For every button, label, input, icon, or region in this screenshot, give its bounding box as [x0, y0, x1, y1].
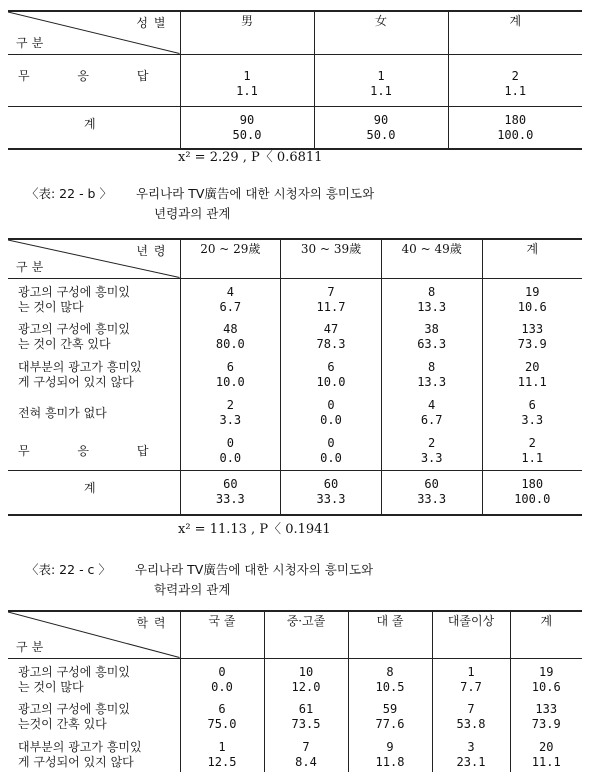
- table-row: [8, 658, 582, 696]
- row-label: 대부분의 광고가 흥미있 게 구성되어 있지 않다: [18, 360, 142, 389]
- table-a: [8, 10, 582, 150]
- data-cell: 90 50.0: [314, 106, 448, 148]
- data-cell: 3 23.1: [432, 734, 510, 772]
- table-row: [8, 54, 582, 106]
- row-label: 전혀 흥미가 없다: [18, 406, 107, 420]
- data-cell: 7 11.7: [281, 278, 382, 316]
- data-cell: 59 77.6: [348, 696, 432, 734]
- data-cell: 19 10.6: [482, 278, 582, 316]
- total-row: [8, 470, 582, 514]
- caption-title-line1: 우리나라 TV廣告에 대한 시청자의 흥미도와: [135, 186, 375, 201]
- column-header: 20 ~ 29歲: [180, 240, 281, 278]
- data-cell: 0 0.0: [180, 430, 281, 470]
- table-a-grid: [8, 12, 582, 148]
- data-cell: 1 1.1: [314, 54, 448, 106]
- column-header: 계: [448, 12, 582, 54]
- data-cell: 38 63.3: [381, 316, 482, 354]
- data-cell: 61 73.5: [264, 696, 348, 734]
- column-header: 국 졸: [180, 612, 264, 658]
- row-label: 무 응 답: [18, 444, 171, 458]
- data-cell: 0 0.0: [180, 658, 264, 696]
- data-cell: 133 73.9: [510, 696, 582, 734]
- caption-label: 〈表: 22 - b 〉: [26, 186, 112, 201]
- data-cell: 1 1.1: [180, 54, 314, 106]
- corner-bottom-label: 구분: [16, 35, 48, 50]
- data-cell: 0 0.0: [281, 430, 382, 470]
- row-label: 대부분의 광고가 흥미있 게 구성되어 있지 않다: [18, 740, 142, 769]
- data-cell: 6 3.3: [482, 392, 582, 430]
- corner-bottom-label: 구분: [16, 639, 48, 654]
- data-cell: 20 11.1: [482, 354, 582, 392]
- data-cell: 60 33.3: [180, 470, 281, 514]
- column-header: 대 졸: [348, 612, 432, 658]
- column-header: 계: [482, 240, 582, 278]
- data-cell: 8 13.3: [381, 278, 482, 316]
- data-cell: 1 7.7: [432, 658, 510, 696]
- table-b: [8, 238, 582, 516]
- data-cell: 60 33.3: [381, 470, 482, 514]
- data-cell: 4 6.7: [180, 278, 281, 316]
- table-row: [8, 354, 582, 392]
- column-header: 계: [510, 612, 582, 658]
- data-cell: 7 8.4: [264, 734, 348, 772]
- data-cell: 180 100.0: [482, 470, 582, 514]
- caption-title-line2: 학력과의 관계: [154, 582, 231, 597]
- data-cell: 2 3.3: [381, 430, 482, 470]
- data-cell: 10 12.0: [264, 658, 348, 696]
- row-label: 광고의 구성에 흥미있 는 것이 많다: [18, 284, 130, 314]
- table-b-statistic: x² = 11.13 , P〈 0.1941: [178, 522, 331, 537]
- data-cell: 48 80.0: [180, 316, 281, 354]
- total-row: [8, 106, 582, 148]
- table-c: [8, 610, 582, 772]
- corner-top-label: 성별: [136, 16, 172, 30]
- caption-label: 〈表: 22 - c 〉: [26, 562, 111, 577]
- table-row: [8, 430, 582, 470]
- data-cell: 8 13.3: [381, 354, 482, 392]
- table-c-corner-header: [8, 612, 180, 658]
- data-cell: 7 53.8: [432, 696, 510, 734]
- table-row: [8, 392, 582, 430]
- data-cell: 47 78.3: [281, 316, 382, 354]
- table-c-caption: [26, 560, 373, 600]
- data-cell: 1 12.5: [180, 734, 264, 772]
- caption-title-line2: 년령과의 관계: [154, 206, 231, 221]
- data-cell: 2 1.1: [448, 54, 582, 106]
- data-cell: 133 73.9: [482, 316, 582, 354]
- data-cell: 4 6.7: [381, 392, 482, 430]
- data-cell: 2 3.3: [180, 392, 281, 430]
- column-header: 중·고졸: [264, 612, 348, 658]
- table-b-caption: [26, 184, 374, 224]
- data-cell: 60 33.3: [281, 470, 382, 514]
- corner-top-label: 학력: [136, 616, 172, 630]
- corner-bottom-label: 구분: [16, 259, 48, 274]
- table-a-statistic: x² = 2.29 , P〈 0.6811: [178, 150, 323, 165]
- table-row: [8, 734, 582, 772]
- data-cell: 19 10.6: [510, 658, 582, 696]
- row-label: 광고의 구성에 흥미있 는 것이 많다: [18, 664, 130, 694]
- data-cell: 20 11.1: [510, 734, 582, 772]
- total-label: 계: [8, 470, 180, 514]
- table-b-corner-header: [8, 240, 180, 278]
- data-cell: 180 100.0: [448, 106, 582, 148]
- table-row: [8, 316, 582, 354]
- data-cell: 6 10.0: [180, 354, 281, 392]
- data-cell: 90 50.0: [180, 106, 314, 148]
- data-cell: 9 11.8: [348, 734, 432, 772]
- data-cell: 6 75.0: [180, 696, 264, 734]
- data-cell: 2 1.1: [482, 430, 582, 470]
- caption-title-line1: 우리나라 TV廣告에 대한 시청자의 흥미도와: [134, 562, 374, 577]
- corner-top-label: 년령: [136, 244, 172, 258]
- table-row: [8, 278, 582, 316]
- row-label: 광고의 구성에 흥미있 는것이 간혹 있다: [18, 702, 130, 731]
- table-b-grid: [8, 240, 582, 514]
- row-label: 광고의 구성에 흥미있 는 것이 간혹 있다: [18, 322, 130, 351]
- table-a-corner-header: [8, 12, 180, 54]
- data-cell: 6 10.0: [281, 354, 382, 392]
- column-header: 30 ~ 39歲: [281, 240, 382, 278]
- table-row: [8, 696, 582, 734]
- row-label: 무 응 답: [18, 68, 171, 83]
- data-cell: 0 0.0: [281, 392, 382, 430]
- column-header: 40 ~ 49歲: [381, 240, 482, 278]
- column-header: 대졸이상: [432, 612, 510, 658]
- data-cell: 8 10.5: [348, 658, 432, 696]
- table-c-grid: [8, 612, 582, 772]
- column-header: 女: [314, 12, 448, 54]
- column-header: 男: [180, 12, 314, 54]
- total-label: 계: [8, 106, 180, 148]
